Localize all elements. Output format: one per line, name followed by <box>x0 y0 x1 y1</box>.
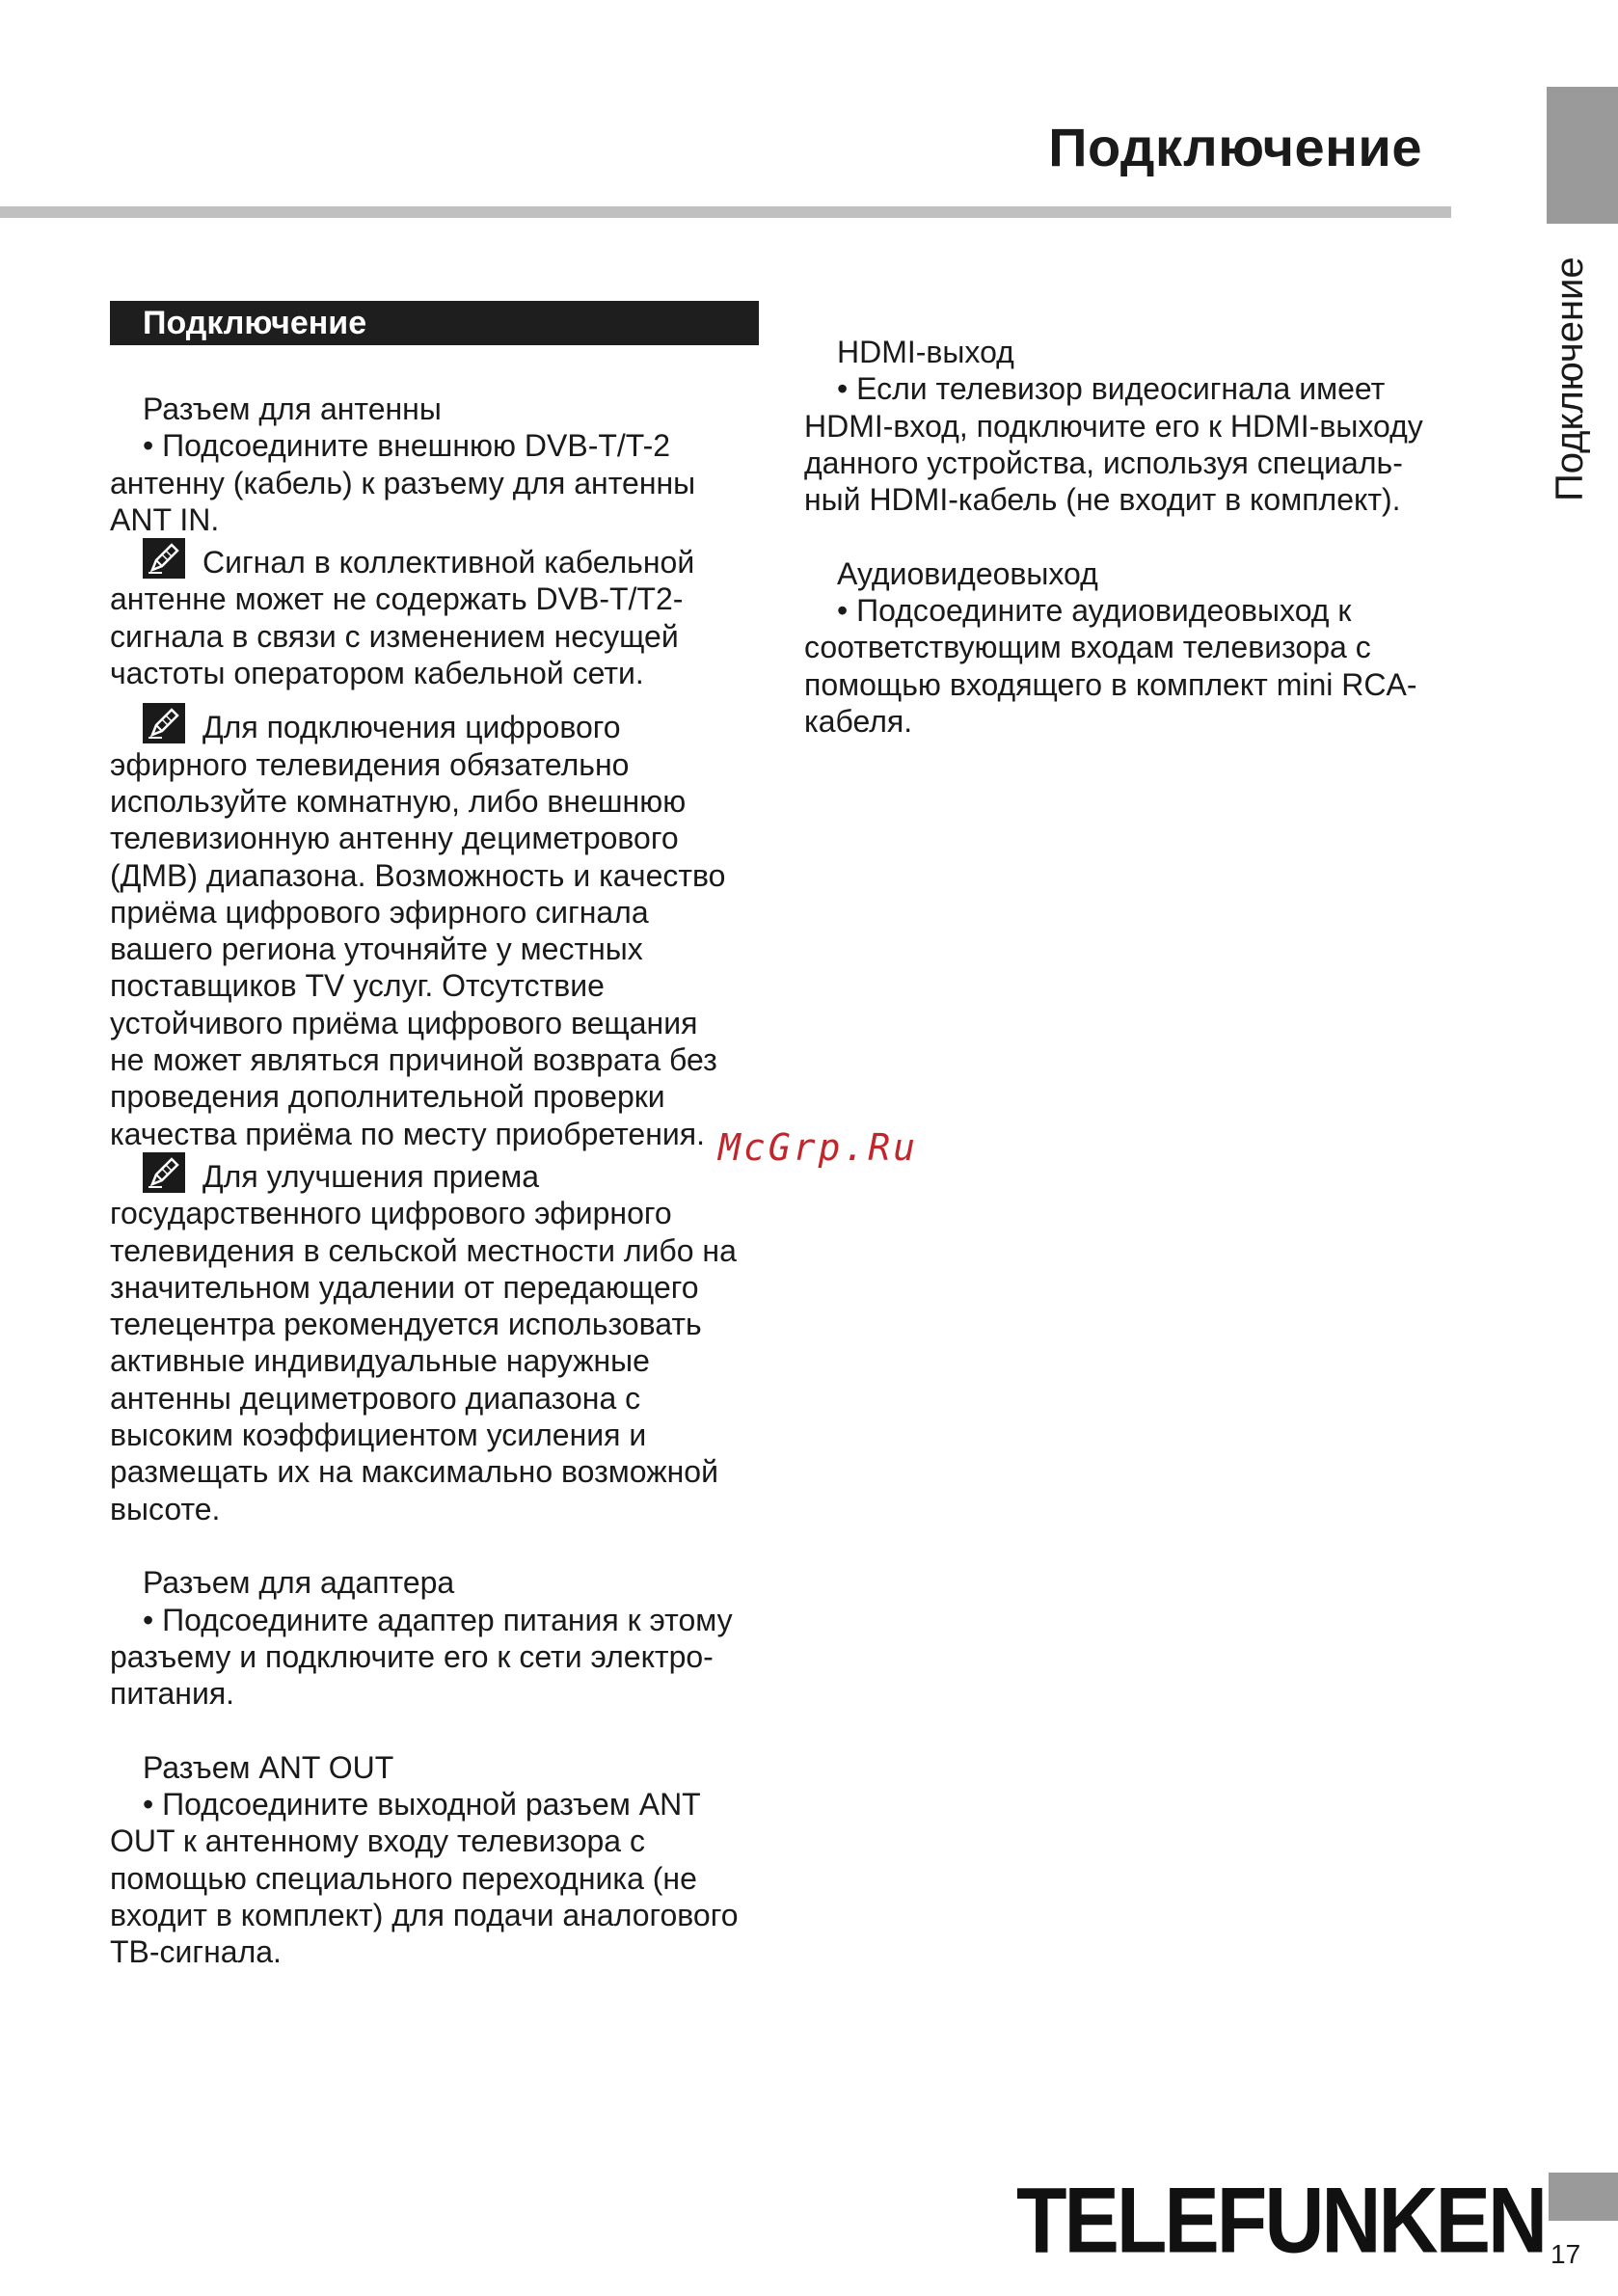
note-3-line: высоким коэффициентом усиления и <box>110 1418 647 1453</box>
av-heading: Аудиовидеовыход <box>837 555 1098 591</box>
note-pencil-icon <box>143 703 185 743</box>
antenna-line: • Подсоедините внешнюю DVB-T/T-2 <box>143 428 671 464</box>
note-2-text: Для подключения цифрового <box>202 710 621 745</box>
antenna-line: ANT IN. <box>110 501 220 537</box>
note-3-line: размещать их на максимально возможной <box>110 1454 718 1490</box>
note-1-line: сигнала в связи с изменением несущей <box>110 618 679 654</box>
note-3-line <box>110 1152 766 1195</box>
note-2-line: вашего региона уточняйте у местных <box>110 932 643 967</box>
note-2-line: эфирного телевидения обязательно <box>110 746 630 782</box>
adapter-heading: Разъем для адаптера <box>143 1565 455 1601</box>
note-2-line <box>110 703 766 745</box>
ant-out-line: ТВ-сигнала. <box>110 1934 282 1970</box>
antenna-line: антенну (кабель) к разъему для антенны <box>110 465 696 500</box>
section-title-bar: Подключение <box>110 301 759 345</box>
ant-out-line: помощью специального переходника (не <box>110 1860 697 1896</box>
note-3-line: телецентра рекомендуется использовать <box>110 1307 702 1342</box>
side-tab-marker <box>1547 87 1618 224</box>
av-line: помощью входящего в комплект mini RCA- <box>804 666 1417 702</box>
av-line: кабеля. <box>804 703 913 739</box>
page-title: Подключение <box>1048 117 1422 177</box>
note-3-line: высоте. <box>110 1491 221 1526</box>
hdmi-line: HDMI-вход, подключите его к HDMI-выходу <box>804 408 1423 444</box>
note-3-line: значительном удалении от передающего <box>110 1269 699 1305</box>
note-1-line: частоты оператором кабельной сети. <box>110 656 644 691</box>
note-3-line: антенны дециметрового диапазона с <box>110 1380 641 1416</box>
note-1-line: антенне может не содержать DVB-T/T2- <box>110 581 684 617</box>
note-2-line: используйте комнатную, либо внешнюю <box>110 783 687 819</box>
note-2-line: проведения дополнительной проверки <box>110 1079 665 1115</box>
adapter-line: питания. <box>110 1676 235 1712</box>
brand-logo: TELEFUNKEN <box>1016 2169 1546 2273</box>
note-2-line: не может являться причиной возврата без <box>110 1042 717 1078</box>
side-tab-label: Подключение <box>1549 257 1591 501</box>
note-3-line: государственного цифрового эфирного <box>110 1196 672 1231</box>
note-2-line: поставщиков TV услуг. Отсутствие <box>110 968 605 1004</box>
note-3-line: активные индивидуальные наружные <box>110 1343 650 1379</box>
ant-out-line: OUT к антенному входу телевизора с <box>110 1823 645 1859</box>
note-pencil-icon <box>143 538 185 579</box>
note-2-line: (ДМВ) диапазона. Возможность и качество <box>110 857 726 893</box>
note-2-line: качества приёма по месту приобретения. <box>110 1116 705 1151</box>
note-2-line: приёма цифрового эфирного сигнала <box>110 894 649 930</box>
note-3-line: телевидения в сельской местности либо на <box>110 1232 737 1268</box>
av-line: • Подсоедините аудиовидеовыход к <box>837 593 1352 629</box>
spacer <box>804 518 1460 554</box>
note-3-text: Для улучшения приема <box>202 1158 540 1194</box>
watermark-link[interactable]: McGrp.Ru <box>718 1126 919 1169</box>
left-column <box>110 391 766 1970</box>
spacer <box>110 1527 766 1564</box>
note-2-line: устойчивого приёма цифрового вещания <box>110 1005 698 1040</box>
adapter-line: разъему и подключите его к сети электро- <box>110 1638 714 1674</box>
ant-out-heading: Разъем ANT OUT <box>143 1749 394 1785</box>
note-1-text: Сигнал в коллективной кабельной <box>202 545 695 581</box>
note-2-line: телевизионную антенну дециметрового <box>110 821 679 856</box>
antenna-heading: Разъем для антенны <box>143 392 442 426</box>
ant-out-line: входит в комплект) для подачи аналогового <box>110 1897 739 1932</box>
note-1-line <box>110 538 766 581</box>
header-rule <box>0 206 1451 218</box>
page-number: 17 <box>1551 2239 1581 2269</box>
note-pencil-icon <box>143 1152 185 1193</box>
adapter-line: • Подсоедините адаптер питания к этому <box>143 1602 733 1637</box>
spacer <box>110 1712 766 1748</box>
hdmi-heading: HDMI-выход <box>837 335 1014 369</box>
footer-tab-marker <box>1549 2173 1618 2221</box>
hdmi-line: данного устройства, используя специаль- <box>804 445 1403 480</box>
right-column <box>804 334 1460 740</box>
ant-out-line: • Подсоедините выходной разъем ANT <box>143 1786 701 1822</box>
hdmi-line: ный HDMI-кабель (не входит в комплект). <box>804 482 1401 518</box>
av-line: соответствующим входам телевизора с <box>804 630 1371 665</box>
hdmi-line: • Если телевизор видеосигнала имеет <box>837 371 1386 407</box>
